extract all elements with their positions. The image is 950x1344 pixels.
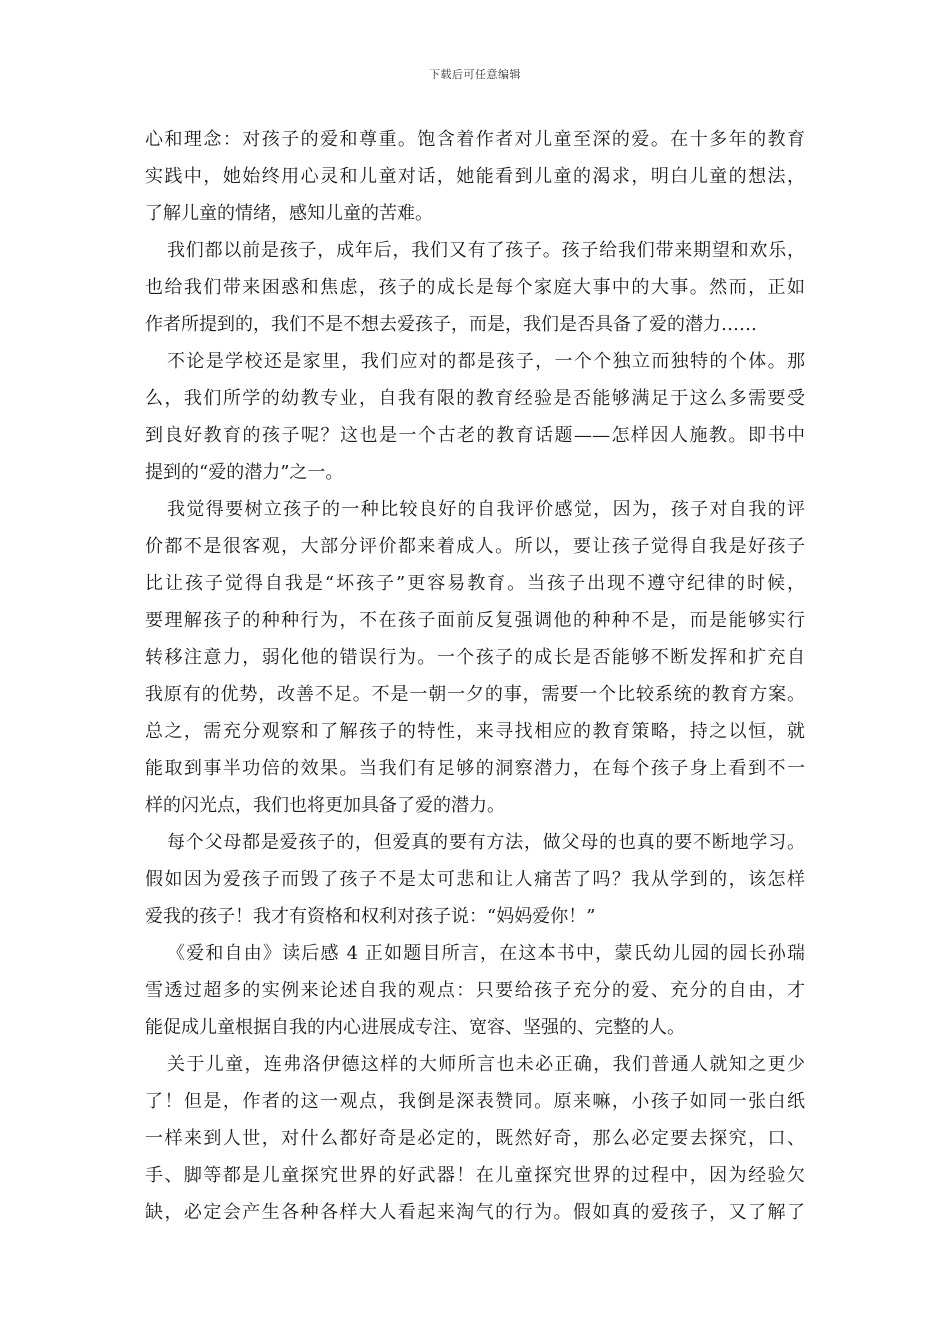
text-line: 实践中，她始终用心灵和儿童对话，她能看到儿童的渴求，明白儿童的想法， [145, 166, 805, 187]
text-line: 价都不是很客观，大部分评价都来着成人。所以，要让孩子觉得自我是好孩子 [145, 536, 805, 557]
text-line: 总之，需充分观察和了解孩子的特性，来寻找相应的教育策略，持之以恒，就 [145, 721, 805, 742]
document-body [145, 121, 805, 1231]
text-line: 爱我的孩子！我才有资格和权利对孩子说：“妈妈爱你！” [145, 906, 596, 927]
text-line: 转移注意力，弱化他的错误行为。一个孩子的成长是否能够不断发挥和扩充自 [145, 647, 805, 668]
text-line: 雪透过超多的实例来论述自我的观点：只要给孩子充分的爱、充分的自由，才 [145, 980, 805, 1001]
paragraph-first-line: 每个父母都是爱孩子的，但爱真的要有方法，做父母的也真的要不断地学习。 [167, 832, 805, 853]
text-line: 一样来到人世，对什么都好奇是必定的，既然好奇，那么必定要去探究，口、 [145, 1128, 805, 1149]
text-line: 能取到事半功倍的效果。当我们有足够的洞察潜力，在每个孩子身上看到不一 [145, 758, 805, 779]
paragraph-first-line: 我们都以前是孩子，成年后，我们又有了孩子。孩子给我们带来期望和欢乐， [167, 240, 805, 261]
text-line: 我原有的优势，改善不足。不是一朝一夕的事，需要一个比较系统的教育方案。 [145, 684, 805, 705]
text-line: 提到的“爱的潜力”之一。 [145, 462, 344, 483]
text-line: 样的闪光点，我们也将更加具备了爱的潜力。 [145, 795, 505, 816]
text-line: 比让孩子觉得自我是“坏孩子”更容易教育。当孩子出现不遵守纪律的时候， [145, 573, 805, 594]
text-line: 么，我们所学的幼教专业，自我有限的教育经验是否能够满足于这么多需要受 [145, 388, 805, 409]
text-line: 了！但是，作者的这一观点，我倒是深表赞同。原来嘛，小孩子如同一张白纸 [145, 1091, 805, 1112]
paragraph-first-line: 《爱和自由》读后感 4 正如题目所言，在这本书中，蒙氏幼儿园的园长孙瑞 [167, 943, 805, 964]
paragraph-first-line: 关于儿童，连弗洛伊德这样的大师所言也未必正确，我们普通人就知之更少 [167, 1054, 805, 1075]
paragraph-first-line: 我觉得要树立孩子的一种比较良好的自我评价感觉，因为，孩子对自我的评 [167, 499, 805, 520]
text-line: 作者所提到的，我们不是不想去爱孩子，而是，我们是否具备了爱的潜力…… [145, 314, 757, 335]
text-line: 手、脚等都是儿童探究世界的好武器！在儿童探究世界的过程中，因为经验欠 [145, 1165, 805, 1186]
text-line: 到良好教育的孩子呢？这也是一个古老的教育话题——怎样因人施教。即书中 [145, 425, 805, 446]
text-line: 心和理念：对孩子的爱和尊重。饱含着作者对儿童至深的爱。在十多年的教育 [145, 129, 805, 150]
text-line: 要理解孩子的种种行为，不在孩子面前反复强调他的种种不是，而是能够实行 [145, 610, 805, 631]
text-line: 假如因为爱孩子而毁了孩子不是太可悲和让人痛苦了吗？我从学到的，该怎样 [145, 869, 805, 890]
text-line: 缺，必定会产生各种各样大人看起来淘气的行为。假如真的爱孩子，又了解了 [145, 1202, 805, 1223]
text-line: 也给我们带来困惑和焦虑，孩子的成长是每个家庭大事中的大事。然而，正如 [145, 277, 805, 298]
paragraph-first-line: 不论是学校还是家里，我们应对的都是孩子，一个个独立而独特的个体。那 [167, 351, 805, 372]
text-line: 能促成儿童根据自我的内心进展成专注、宽容、坚强的、完整的人。 [145, 1017, 685, 1038]
text-line: 了解儿童的情绪，感知儿童的苦难。 [145, 203, 433, 224]
page-header: 下载后可任意编辑 [429, 68, 521, 81]
